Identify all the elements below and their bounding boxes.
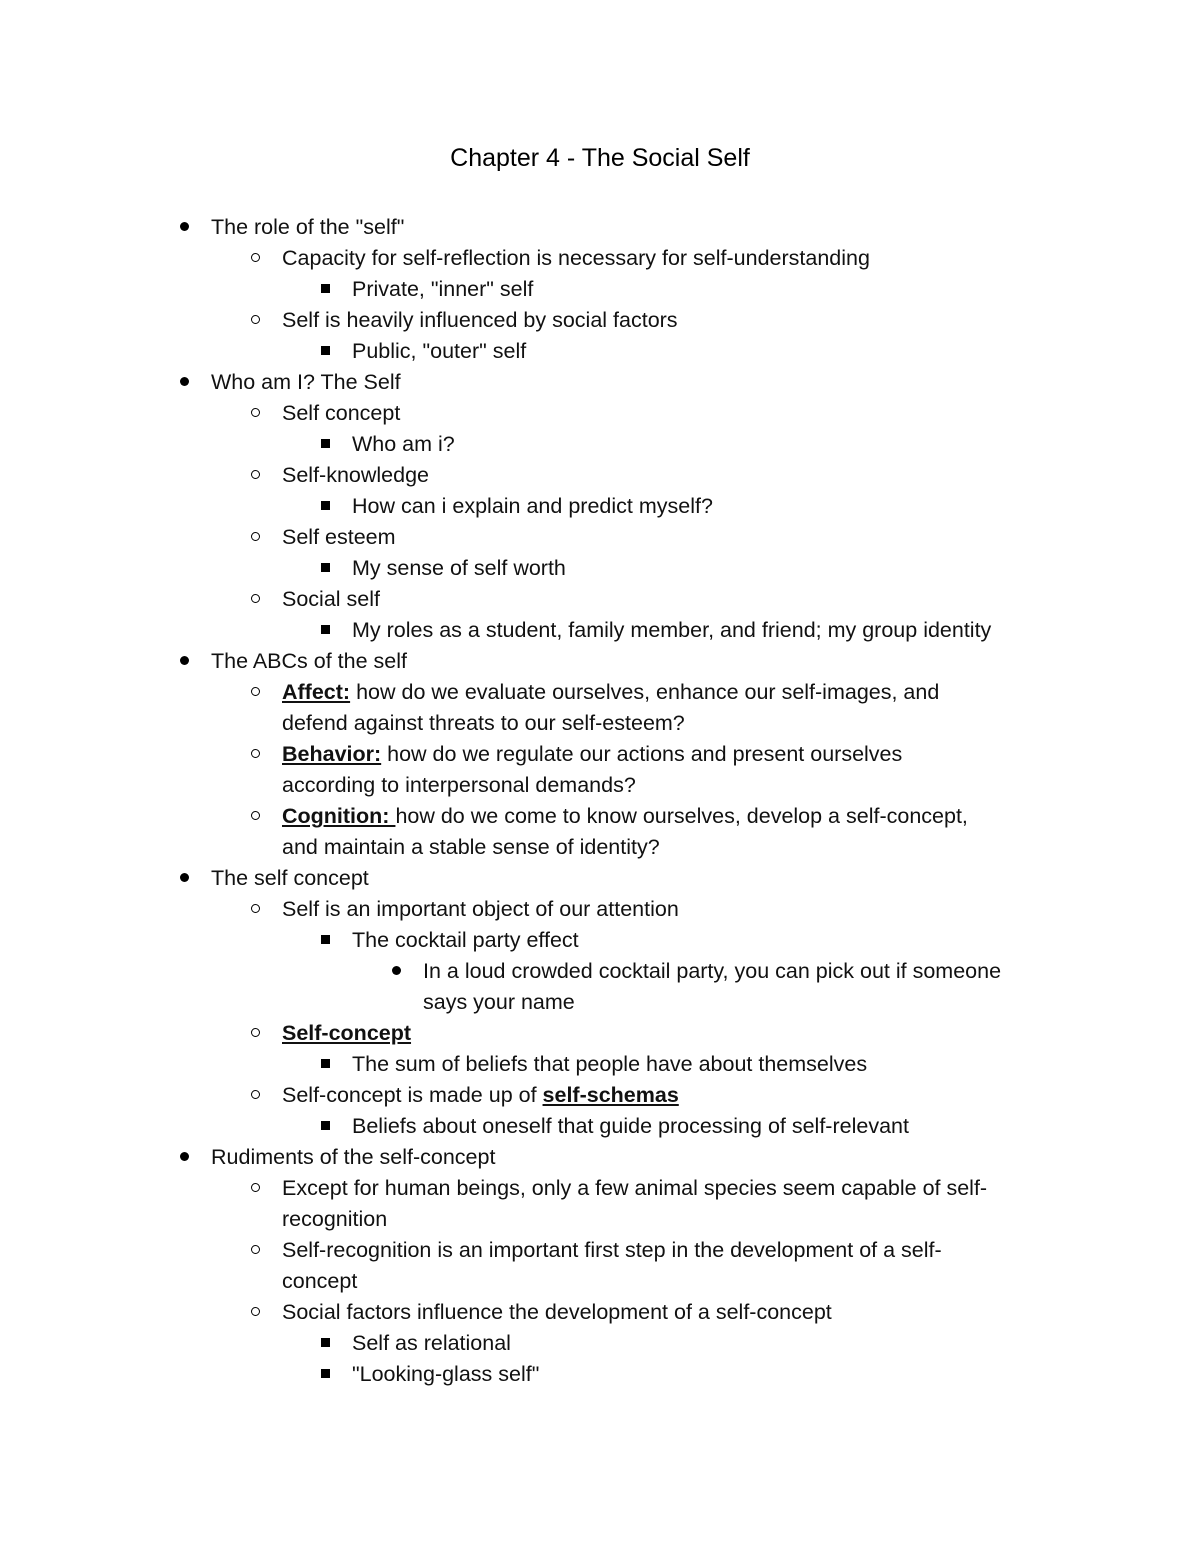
bullet-square-icon [315,491,335,522]
list-item-continuation: defend against threats to our self-esteem? [282,711,685,735]
bullet-dot-icon [174,646,194,677]
list-item: Self-concept is made up of self-schemas [0,1080,1200,1111]
bullet-ring-icon [245,677,265,708]
bullet-square-icon [315,336,335,367]
list-item: The cocktail party effect [0,925,1200,956]
bullet-square-icon [315,1359,335,1390]
list-item: "Looking-glass self" [0,1359,1200,1390]
bullet-ring-icon [245,1173,265,1204]
list-item: Social factors influence the development of a self-concept [0,1297,1200,1328]
key-term: Self-concept [282,1021,412,1045]
list-item [0,1018,1200,1049]
list-item: Self-knowledge [0,460,1200,491]
list-item: The ABCs of the self [0,646,1200,677]
list-item: Except for human beings, only a few animal species seem capable of self- [0,1173,1200,1204]
bullet-square-icon [315,274,335,305]
list-item: Self is heavily influenced by social factors [0,305,1200,336]
key-term: self-schemas [542,1083,679,1107]
list-item: Self esteem [0,522,1200,553]
list-item: Rudiments of the self-concept [0,1142,1200,1173]
bullet-ring-icon [245,894,265,925]
list-item: Self concept [0,398,1200,429]
bullet-ring-icon [245,739,265,770]
list-item: Self is an important object of our attention [0,894,1200,925]
list-item: Self as relational [0,1328,1200,1359]
bullet-ring-icon [245,243,265,274]
list-item-continuation: says your name [423,990,575,1014]
list-item-continuation: concept [282,1269,358,1293]
list-item: Capacity for self-reflection is necessary for self-understanding [0,243,1200,274]
bullet-ring-icon [245,801,265,832]
key-term: Behavior: [282,742,382,766]
list-item: Cognition: how do we come to know ourselves, develop a self-concept, [0,801,1200,832]
bullet-square-icon [315,615,335,646]
bullet-ring-icon [245,398,265,429]
bullet-square-icon [315,553,335,584]
list-item: Social self [0,584,1200,615]
bullet-square-icon [315,1049,335,1080]
bullet-ring-icon [245,1235,265,1266]
bullet-dot-icon [174,863,194,894]
key-term: Cognition: [282,804,396,828]
list-item: Beliefs about oneself that guide processing of self-relevant [0,1111,1200,1142]
bullet-square-icon [315,429,335,460]
list-item-continuation: according to interpersonal demands? [282,773,636,797]
bullet-square-icon [315,1328,335,1359]
bullet-ring-icon [245,1018,265,1049]
bullet-ring-icon [245,460,265,491]
list-item-continuation: recognition [282,1207,388,1231]
bullet-ring-icon [245,1297,265,1328]
list-item: Affect: how do we evaluate ourselves, enhance our self-images, and [0,677,1200,708]
list-item: My sense of self worth [0,553,1200,584]
bullet-dot-icon [174,367,194,398]
list-item: The self concept [0,863,1200,894]
bullet-ring-icon [245,522,265,553]
bullet-square-icon [315,1111,335,1142]
list-item: The role of the "self" [0,212,1200,243]
bullet-dot-icon [386,956,406,987]
list-item: Behavior: how do we regulate our actions and present ourselves [0,739,1200,770]
list-item: How can i explain and predict myself? [0,491,1200,522]
list-item: The sum of beliefs that people have about themselves [0,1049,1200,1080]
list-item: Private, "inner" self [0,274,1200,305]
key-term: Affect: [282,680,351,704]
bullet-dot-icon [174,212,194,243]
list-item: Who am i? [0,429,1200,460]
page-title: Chapter 4 - The Social Self [450,144,750,172]
bullet-ring-icon [245,1080,265,1111]
bullet-ring-icon [245,305,265,336]
list-item-continuation: and maintain a stable sense of identity? [282,835,660,859]
bullet-square-icon [315,925,335,956]
list-item: My roles as a student, family member, and friend; my group identity [0,615,1200,646]
list-item: Public, "outer" self [0,336,1200,367]
bullet-ring-icon [245,584,265,615]
bullet-dot-icon [174,1142,194,1173]
list-item: Who am I? The Self [0,367,1200,398]
list-item: In a loud crowded cocktail party, you can pick out if someone [0,956,1200,987]
list-item: Self-recognition is an important first step in the development of a self- [0,1235,1200,1266]
notes-outline [0,212,1200,1390]
